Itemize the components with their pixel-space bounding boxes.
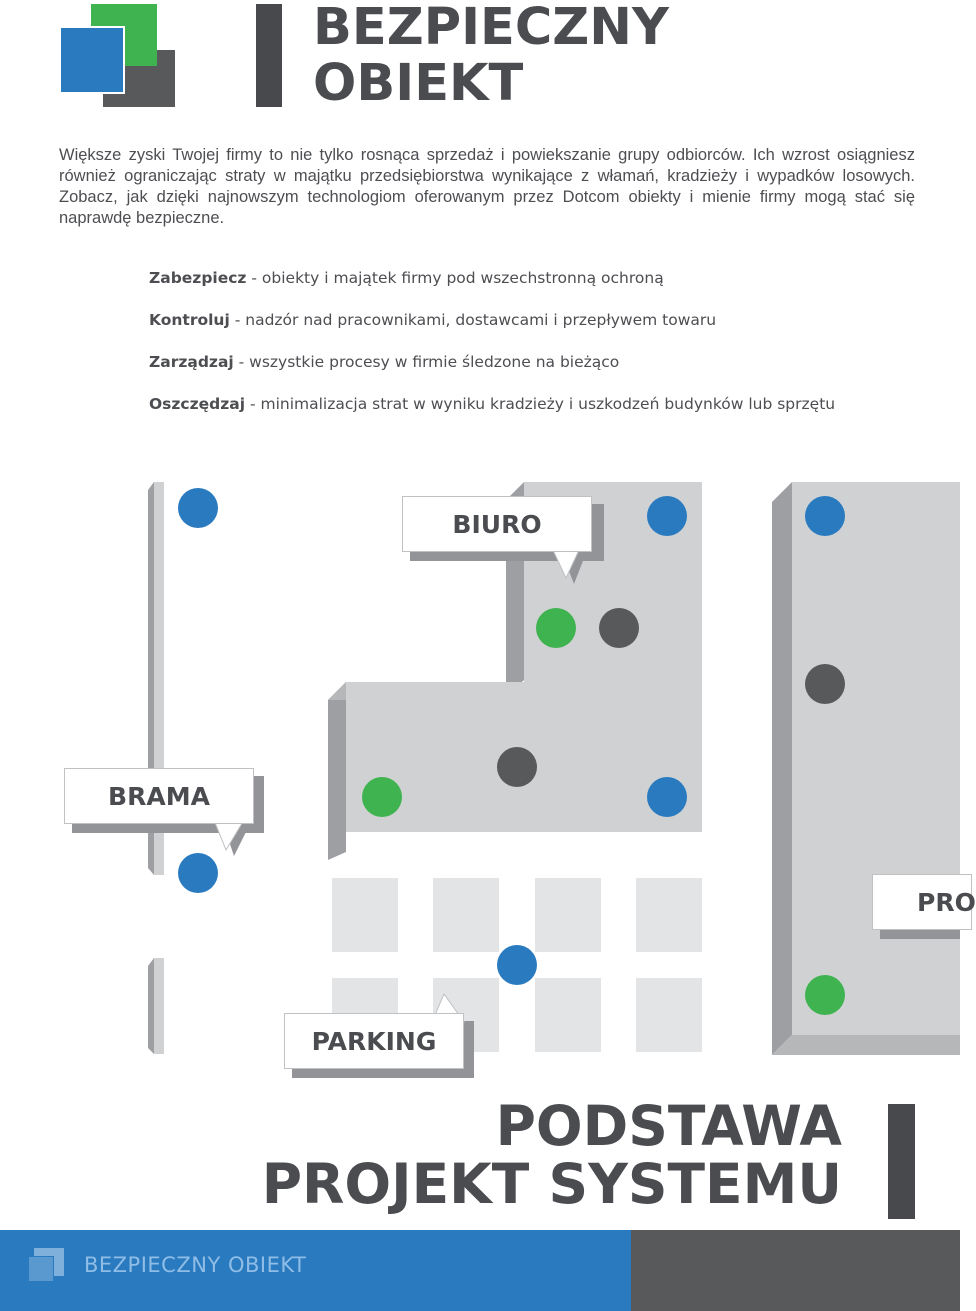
- parking-space: [535, 878, 601, 952]
- callout-produkcja: [872, 874, 976, 930]
- camera-dot: [178, 488, 218, 528]
- callout-parking: [284, 1013, 464, 1069]
- reader-dot: [805, 664, 845, 704]
- benefit-term: Zarządzaj: [149, 353, 234, 371]
- benefit-list: [149, 266, 929, 434]
- benefit-text: - wszystkie procesy w firmie śledzone na bieżąco: [233, 353, 620, 371]
- page-title-line2: OBIEKT: [313, 54, 524, 113]
- footer-dark-band: [631, 1230, 960, 1311]
- benefit-term: Kontroluj: [149, 311, 230, 329]
- camera-dot: [647, 496, 687, 536]
- parking-space: [535, 978, 601, 1052]
- benefit-item: [149, 350, 929, 392]
- intro-paragraph: Większe zyski Twojej firmy to nie tylko rosnąca sprzedaż i powiekszanie grupy odbiorców. Ich wzrost osiągniesz również ograniczając straty w majątku przedsiębiorstwa wynikające z włamań, kradzieży i wypadków losowych. Zobacz, jak dzięki najnowszym technologiom oferowanym przez Dotcom obiekty i mienie firmy mogą stać się naprawdę bezpieczne.: [59, 146, 915, 227]
- page-title: [313, 0, 669, 112]
- callout-tail: [548, 548, 590, 588]
- sensor-dot: [805, 975, 845, 1015]
- section-accent-bar: [888, 1104, 915, 1219]
- parking-space: [636, 878, 702, 952]
- benefit-text: - minimalizacja strat w wyniku kradzieży i uszkodzeń budynków lub sprzętu: [245, 395, 836, 413]
- benefit-item: [149, 266, 929, 308]
- section-title-line1: PODSTAWA: [495, 1094, 842, 1158]
- callout-biuro-label: BIURO: [452, 509, 542, 539]
- benefit-text: - obiekty i majątek firmy pod wszechstronną ochroną: [246, 269, 664, 287]
- logo-blue-square: [59, 26, 125, 94]
- footer-logo-icon-square: [28, 1256, 54, 1282]
- callout-parking-label: PARKING: [311, 1026, 437, 1056]
- callout-brama-label: BRAMA: [108, 781, 210, 811]
- page-title-line1: BEZPIECZNY: [313, 0, 669, 57]
- camera-dot: [647, 777, 687, 817]
- callout-produkcja-label: PRO: [917, 887, 976, 917]
- benefit-text: - nadzór nad pracownikami, dostawcami i przepływem towaru: [229, 311, 717, 329]
- sensor-dot: [536, 608, 576, 648]
- reader-dot: [599, 608, 639, 648]
- benefit-term: Zabezpiecz: [149, 269, 247, 287]
- parking-space: [332, 878, 398, 952]
- title-accent-bar: [256, 4, 282, 107]
- benefit-term: Oszczędzaj: [149, 395, 246, 413]
- sensor-dot: [362, 777, 402, 817]
- reader-dot: [497, 747, 537, 787]
- callout-biuro: [402, 496, 592, 552]
- section-title: [261, 1094, 842, 1216]
- footer-brand-text: BEZPIECZNY OBIEKT: [84, 1253, 307, 1277]
- camera-dot: [497, 945, 537, 985]
- camera-dot: [805, 496, 845, 536]
- callout-tail: [210, 820, 254, 860]
- benefit-item: [149, 308, 929, 350]
- fence-wall-short: [148, 958, 168, 1054]
- parking-space: [636, 978, 702, 1052]
- callout-brama: [64, 768, 254, 824]
- production-building: [772, 480, 960, 1055]
- parking-space: [433, 878, 499, 952]
- section-title-line2: PROJEKT SYSTEMU: [261, 1152, 842, 1216]
- benefit-item: [149, 392, 929, 434]
